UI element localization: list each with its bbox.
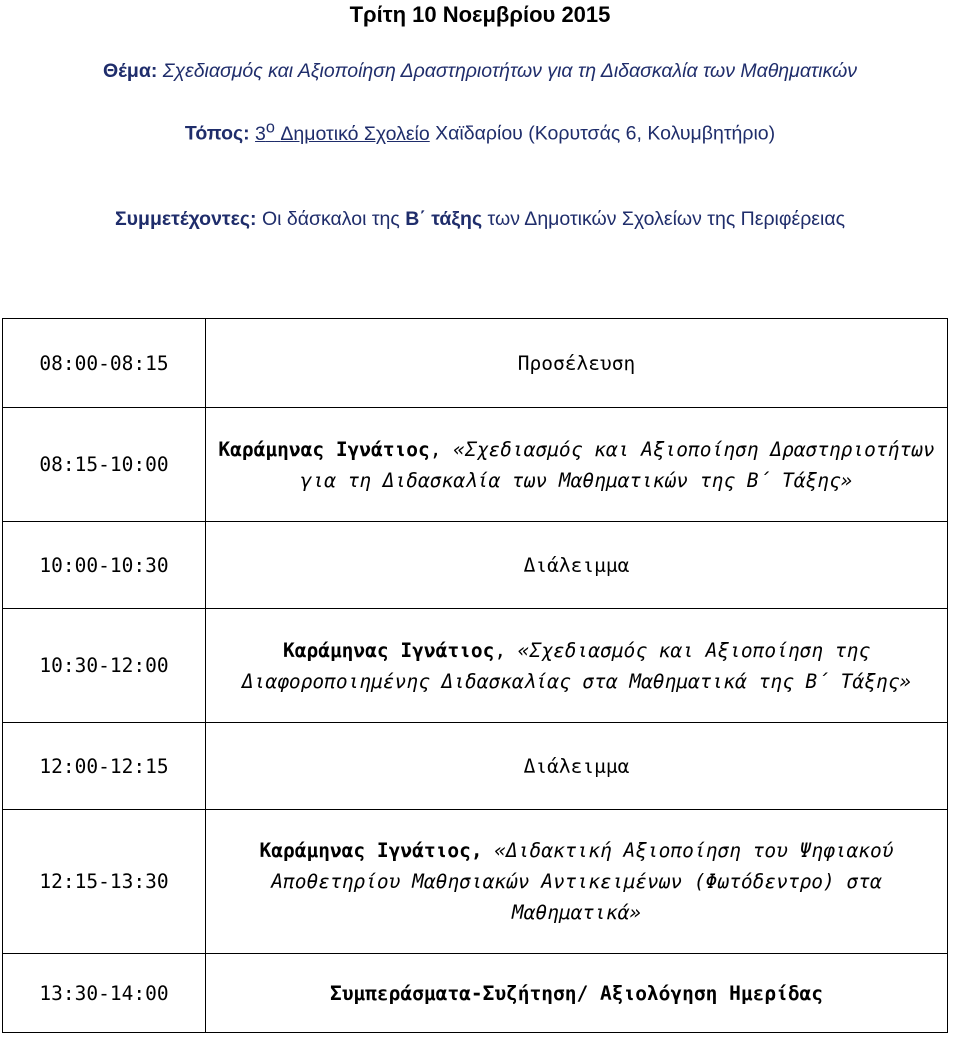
speaker-separator xyxy=(483,839,495,862)
activity-cell: Διάλειμμα xyxy=(206,723,948,810)
time-cell: 12:15-13:30 xyxy=(3,810,206,954)
place-school: Δημοτικό Σχολείο xyxy=(280,122,430,145)
place-ordinal: 3 xyxy=(255,122,266,145)
speaker-separator: , xyxy=(429,437,454,461)
time-cell: 10:30-12:00 xyxy=(3,609,206,723)
place-line xyxy=(0,118,960,146)
place-rest: Χαϊδαρίου (Κορυτσάς 6, Κολυμβητήριο) xyxy=(435,122,776,145)
schedule-row xyxy=(3,810,948,954)
time-cell: 12:00-12:15 xyxy=(3,723,206,810)
activity-cell: Προσέλευση xyxy=(206,319,948,408)
session-title: «Διδακτική Αξιοποίηση του Ψηφιακού Αποθετηρίου Μαθησιακών Αντικειμένων (Φωτόδεντρο) στα Μαθηματικά» xyxy=(271,839,894,924)
participants-line xyxy=(0,208,960,231)
place-school-underlined xyxy=(255,118,430,145)
speaker-name: Καράμηνας Ιγνάτιος xyxy=(282,638,495,662)
place-label: Τόπος: xyxy=(184,122,250,145)
participants-class: Β΄ τάξης xyxy=(405,208,483,230)
schedule-row xyxy=(3,319,948,408)
subject-label: Θέμα: xyxy=(102,60,158,82)
subject-line xyxy=(0,60,960,83)
time-cell: 10:00-10:30 xyxy=(3,522,206,609)
schedule-table xyxy=(2,318,948,1033)
participants-part2: των Δημοτικών Σχολείων της Περιφέρειας xyxy=(487,208,846,230)
time-cell: 13:30-14:00 xyxy=(3,954,206,1033)
activity-cell: Συμπεράσματα-Συζήτηση/ Αξιολόγηση Ημερίδας xyxy=(206,954,948,1033)
activity-cell xyxy=(206,810,948,954)
schedule-row xyxy=(3,522,948,609)
document-date: Τρίτη 10 Νοεμβρίου 2015 xyxy=(349,2,611,27)
schedule-row xyxy=(3,954,948,1033)
session-title: «Σχεδιασμός και Αξιοποίηση της Διαφοροποιημένης Διδασκαλίας στα Μαθηματικά της Β΄ Τάξης» xyxy=(241,638,912,693)
activity-cell: Διάλειμμα xyxy=(206,522,948,609)
participants-label: Συμμετέχοντες: xyxy=(114,208,257,230)
activity-cell xyxy=(206,408,948,522)
participants-part1: Οι δάσκαλοι της xyxy=(261,208,400,230)
time-cell: 08:15-10:00 xyxy=(3,408,206,522)
schedule-row xyxy=(3,609,948,723)
speaker-separator: , xyxy=(494,638,518,662)
subject-value: Σχεδιασμός και Αξιοποίηση Δραστηριοτήτων για τη Διδασκαλία των Μαθηματικών xyxy=(162,60,858,82)
schedule-row xyxy=(3,723,948,810)
activity-cell xyxy=(206,609,948,723)
schedule-row xyxy=(3,408,948,522)
time-cell: 08:00-08:15 xyxy=(3,319,206,408)
speaker-name: Καράμηνας Ιγνάτιος, xyxy=(259,839,483,862)
session-title: «Σχεδιασμός και Αξιοποίηση Δραστηριοτήτων για τη Διδασκαλία των Μαθηματικών της Β΄ Τάξης» xyxy=(300,437,935,492)
place-ordinal-sup: ο xyxy=(265,118,275,136)
speaker-name: Καράμηνας Ιγνάτιος xyxy=(218,437,430,461)
